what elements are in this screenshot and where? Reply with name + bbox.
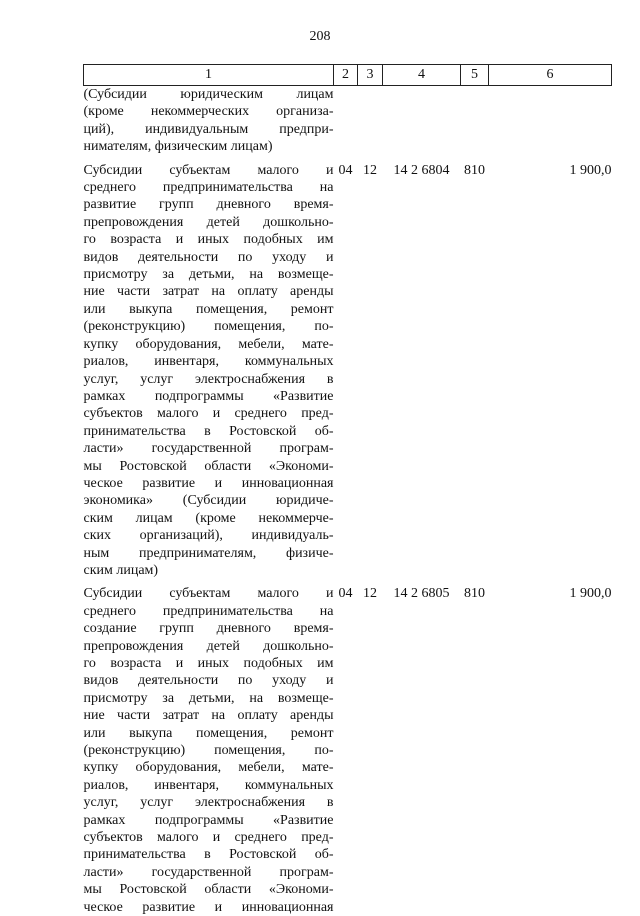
continuation-description xyxy=(84,86,334,156)
desc-line: (кроме некоммерческих организа- xyxy=(83,104,334,120)
desc-line: среднего предпринимательства на xyxy=(83,603,334,619)
desc-line: ским лицам (кроме некоммерче- xyxy=(83,510,334,526)
desc-line: купку оборудования, мебели, мате- xyxy=(83,760,334,776)
desc-line: мы Ростовской области «Экономи- xyxy=(83,882,334,898)
desc-line: развитие групп дневного время- xyxy=(83,197,334,213)
desc-line: го возраста и иных подобных им xyxy=(83,232,334,248)
table-header-row xyxy=(84,65,612,86)
header-col-4: 4 xyxy=(383,65,461,86)
header-col-3: 3 xyxy=(358,65,383,86)
desc-line: ласти» государственной програм- xyxy=(83,441,334,457)
desc-line: мы Ростовской области «Экономи- xyxy=(83,458,334,474)
cell-section: 04 xyxy=(338,162,353,178)
desc-line: принимательства в Ростовской об- xyxy=(83,423,334,439)
cell-subsection: 12 xyxy=(363,586,377,602)
desc-line: Субсидии субъектам малого и xyxy=(83,586,334,602)
desc-line: ций), индивидуальным предпри- xyxy=(83,121,334,137)
header-col-6: 6 xyxy=(489,65,612,86)
desc-line: рамках подпрограммы «Развитие xyxy=(83,812,334,828)
desc-line: рамках подпрограммы «Развитие xyxy=(83,388,334,404)
desc-line: ских организаций), индивидуаль- xyxy=(83,528,334,544)
cell-amount: 1 900,0 xyxy=(569,586,612,602)
table-row xyxy=(84,585,612,916)
desc-line: (Субсидии юридическим лицам xyxy=(83,87,334,102)
desc-line: ским лицам) xyxy=(83,562,159,578)
desc-line: экономика» (Субсидии юридиче- xyxy=(83,493,334,509)
cell-section: 04 xyxy=(338,586,353,602)
desc-line: или выкупа помещения, ремонт xyxy=(83,725,334,741)
table-row xyxy=(84,162,612,580)
cell-target-article: 14 2 6804 xyxy=(393,162,450,178)
desc-line: среднего предпринимательства на xyxy=(83,180,334,196)
desc-line: препровождения детей дошкольно- xyxy=(83,214,334,230)
desc-line: видов деятельности по уходу и xyxy=(83,673,334,689)
desc-line: риалов, инвентаря, коммунальных xyxy=(83,777,334,793)
cell-amount: 1 900,0 xyxy=(569,162,612,178)
header-col-5: 5 xyxy=(461,65,489,86)
desc-line: услуг, услуг электроснабжения в xyxy=(83,795,334,811)
desc-line: присмотру за детьми, на возмеще- xyxy=(83,267,334,283)
desc-line: субъектов малого и среднего пред- xyxy=(83,406,334,422)
desc-line: (реконструкцию) помещения, по- xyxy=(83,743,334,759)
desc-line: услуг, услуг электроснабжения в xyxy=(83,371,334,387)
cell-expense-type: 810 xyxy=(464,162,485,178)
desc-line: или выкупа помещения, ремонт xyxy=(83,301,334,317)
desc-line: видов деятельности по уходу и xyxy=(83,249,334,265)
budget-table xyxy=(83,64,612,916)
desc-line: ным предпринимателям, физиче- xyxy=(83,545,334,561)
desc-line: нимателям, физическим лицам) xyxy=(83,139,273,155)
cell-expense-type: 810 xyxy=(464,586,485,602)
cell-target-article: 14 2 6805 xyxy=(393,586,450,602)
desc-line: риалов, инвентаря, коммунальных xyxy=(83,354,334,370)
desc-line: (реконструкцию) помещения, по- xyxy=(83,319,334,335)
desc-line: купку оборудования, мебели, мате- xyxy=(83,336,334,352)
desc-line: создание групп дневного время- xyxy=(83,621,334,637)
desc-line: субъектов малого и среднего пред- xyxy=(83,830,334,846)
header-col-1: 1 xyxy=(84,65,334,86)
desc-line: ние части затрат на оплату аренды xyxy=(83,708,334,724)
desc-line: принимательства в Ростовской об- xyxy=(83,847,334,863)
desc-line: Субсидии субъектам малого и xyxy=(83,162,334,178)
desc-line: ние части затрат на оплату аренды xyxy=(83,284,334,300)
desc-line: ческое развитие и инновационная xyxy=(83,475,334,491)
row-description xyxy=(84,162,334,580)
table-row-continuation xyxy=(84,86,612,156)
desc-line: ласти» государственной програм- xyxy=(83,864,334,880)
page-number: 208 xyxy=(309,29,331,44)
header-col-2: 2 xyxy=(334,65,358,86)
cell-subsection: 12 xyxy=(363,162,377,178)
row-description xyxy=(84,585,334,916)
desc-line: ческое развитие и инновационная xyxy=(83,899,334,915)
desc-line: го возраста и иных подобных им xyxy=(83,656,334,671)
desc-line: препровождения детей дошкольно- xyxy=(83,638,334,654)
desc-line: присмотру за детьми, на возмеще- xyxy=(83,690,334,706)
